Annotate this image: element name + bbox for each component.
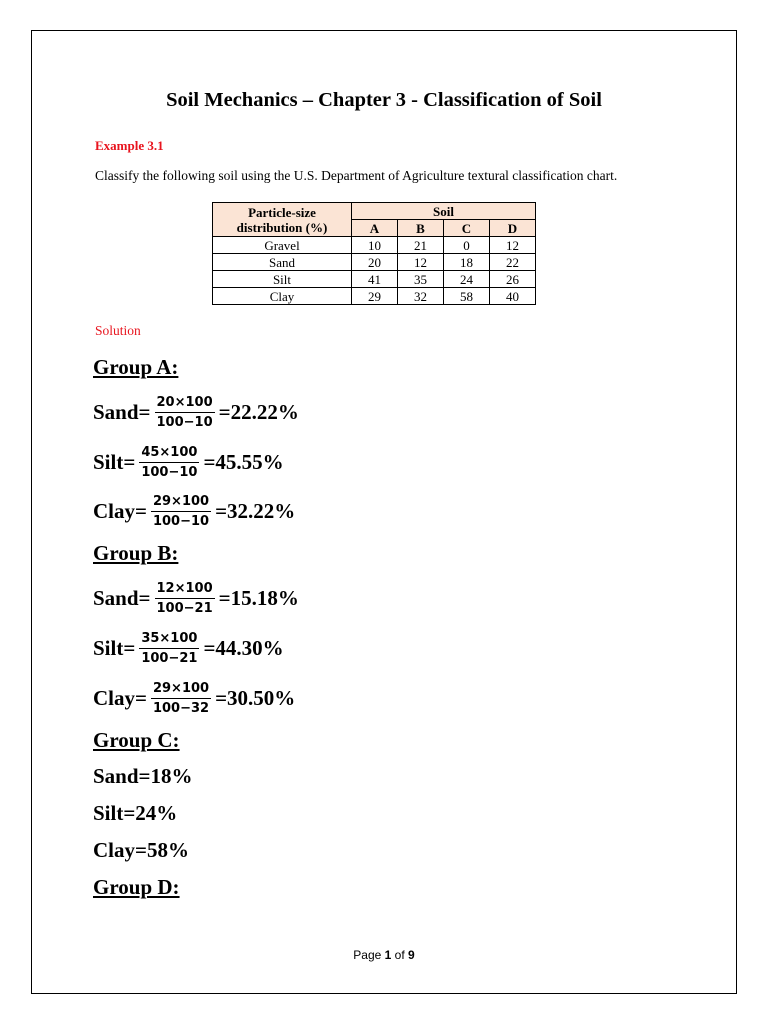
group-a-silt-equation — [93, 438, 284, 486]
table-col-header: A — [352, 220, 398, 237]
group-c-clay: Clay=58% — [93, 838, 189, 862]
group-c-sand: Sand=18% — [93, 764, 193, 788]
table-cell: 40 — [490, 288, 536, 305]
table-row — [213, 271, 536, 288]
table-row — [213, 288, 536, 305]
table-cell: 0 — [444, 237, 490, 254]
page-current: 1 — [384, 948, 392, 962]
group-a-heading: Group A: — [93, 355, 179, 379]
table-cell: 35 — [398, 271, 444, 288]
page-title: Soil Mechanics – Chapter 3 - Classification of Soil — [166, 89, 602, 111]
fraction-numerator: 29×100 — [152, 493, 210, 509]
fraction-denominator: 100−32 — [151, 698, 211, 716]
table-row — [213, 237, 536, 254]
group-a-sand-equation — [93, 388, 299, 436]
fraction-numerator: 29×100 — [152, 680, 210, 696]
fraction-numerator: 20×100 — [156, 394, 213, 410]
table-cell: 12 — [490, 237, 536, 254]
fraction-denominator: 100−10 — [139, 462, 199, 480]
equation-result: =32.22% — [215, 498, 296, 523]
equation-result: =15.18% — [218, 585, 299, 610]
fraction-denominator: 100−21 — [155, 598, 215, 616]
table-row-label: Clay — [213, 288, 352, 305]
group-b-heading: Group B: — [93, 541, 179, 565]
group-b-silt-equation — [93, 624, 284, 672]
group-b-sand-equation — [93, 574, 299, 622]
soil-distribution-table — [212, 202, 536, 305]
example-label: Example 3.1 — [95, 138, 164, 153]
fraction — [151, 494, 211, 529]
table-cell: 21 — [398, 237, 444, 254]
table-cell: 12 — [398, 254, 444, 271]
table-cell: 58 — [444, 288, 490, 305]
fraction — [155, 581, 215, 616]
group-d-heading: Group D: — [93, 875, 180, 899]
page-middle: of — [391, 948, 409, 962]
table-row-label: Gravel — [213, 237, 352, 254]
fraction — [139, 445, 199, 480]
solution-label: Solution — [95, 323, 141, 338]
fraction-denominator: 100−10 — [151, 511, 211, 529]
table-col-header: C — [444, 220, 490, 237]
table-row-label: Silt — [213, 271, 352, 288]
equation-result: =30.50% — [215, 685, 296, 710]
table-header-row — [213, 203, 536, 220]
group-c-heading: Group C: — [93, 728, 180, 752]
table-col-header: D — [490, 220, 536, 237]
page-number — [0, 948, 768, 962]
table-cell: 29 — [352, 288, 398, 305]
table-cell: 10 — [352, 237, 398, 254]
equation-label: Sand= — [93, 399, 151, 424]
page-total: 9 — [408, 948, 415, 962]
table-header-distribution: Particle-size distribution (%) — [213, 203, 352, 237]
fraction — [155, 395, 215, 430]
equation-label: Clay= — [93, 498, 147, 523]
equation-label: Sand= — [93, 585, 151, 610]
table-col-header: B — [398, 220, 444, 237]
equation-label: Silt= — [93, 449, 136, 474]
page-prefix: Page — [353, 948, 385, 962]
group-c-silt: Silt=24% — [93, 801, 178, 825]
table-header-soil: Soil — [352, 203, 536, 220]
fraction — [151, 681, 211, 716]
table-cell: 18 — [444, 254, 490, 271]
equation-result: =44.30% — [203, 635, 284, 660]
table-row-label: Sand — [213, 254, 352, 271]
fraction-denominator: 100−21 — [139, 648, 199, 666]
table-cell: 41 — [352, 271, 398, 288]
group-a-clay-equation — [93, 487, 295, 535]
table-cell: 20 — [352, 254, 398, 271]
fraction-numerator: 35×100 — [141, 630, 198, 646]
table-cell: 22 — [490, 254, 536, 271]
equation-result: =22.22% — [218, 399, 299, 424]
equation-label: Clay= — [93, 685, 147, 710]
fraction — [139, 631, 199, 666]
table-cell: 32 — [398, 288, 444, 305]
table-cell: 24 — [444, 271, 490, 288]
table-cell: 26 — [490, 271, 536, 288]
equation-label: Silt= — [93, 635, 136, 660]
problem-text: Classify the following soil using the U.S. Department of Agriculture textural classification chart. — [95, 168, 618, 183]
fraction-denominator: 100−10 — [155, 412, 215, 430]
equation-result: =45.55% — [203, 449, 284, 474]
fraction-numerator: 45×100 — [141, 444, 198, 460]
group-b-clay-equation — [93, 674, 295, 722]
fraction-numerator: 12×100 — [156, 580, 213, 596]
table-row — [213, 254, 536, 271]
